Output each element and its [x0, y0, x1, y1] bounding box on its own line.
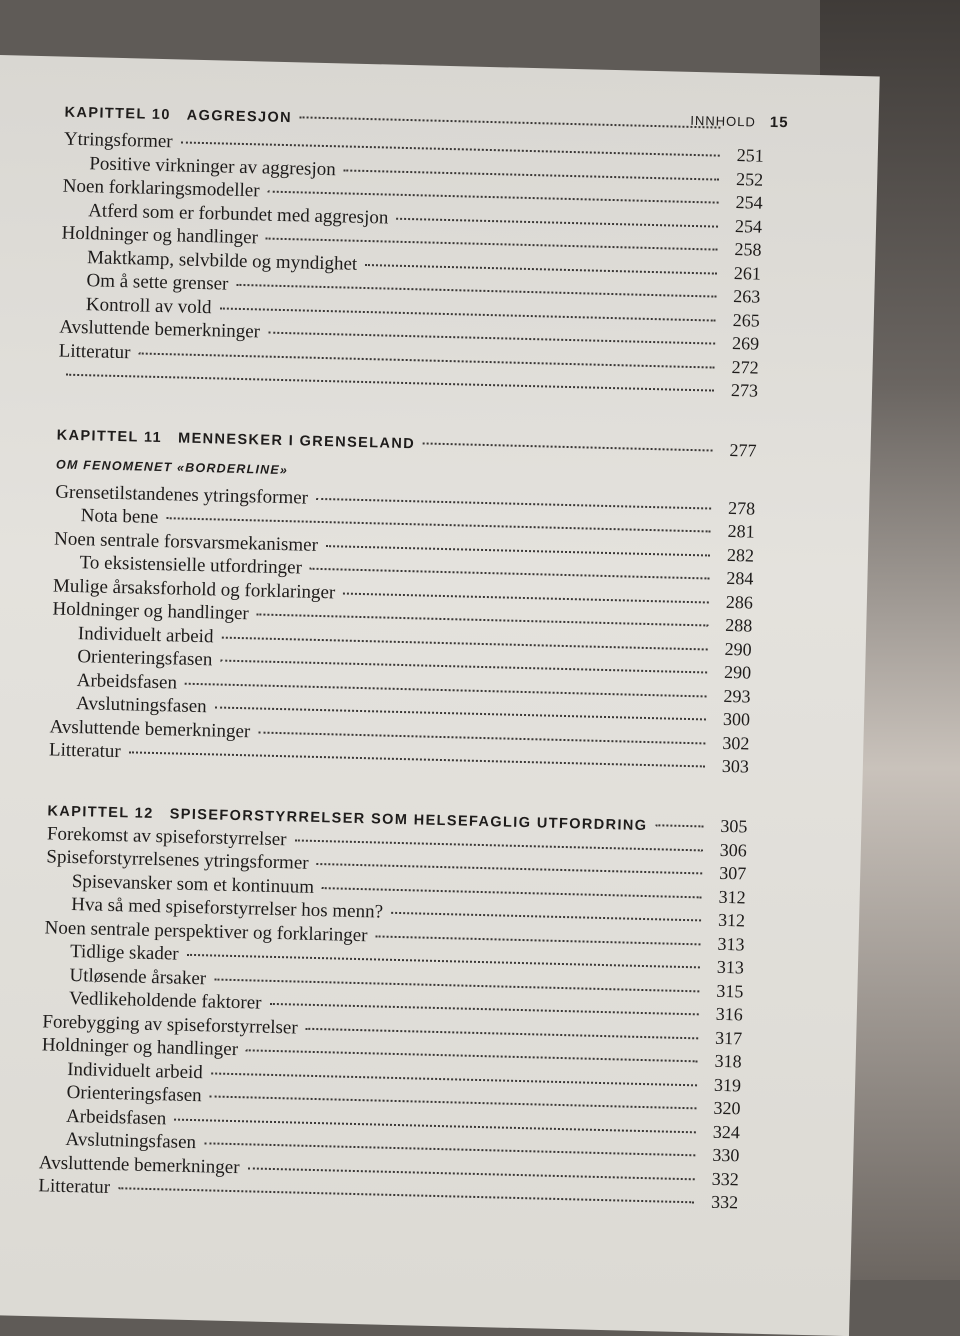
- entry-page: 258: [734, 239, 762, 260]
- entry-title: Holdninger og handlinger: [61, 222, 259, 249]
- dot-leader: [257, 613, 709, 626]
- entry-page: 313: [716, 956, 745, 978]
- dot-leader: [294, 839, 702, 851]
- book-page: [0, 55, 880, 1336]
- entry-page: 312: [718, 886, 746, 907]
- entry-page: 317: [714, 1027, 743, 1048]
- entry-title: Vedlikeholdende faktorer: [68, 987, 262, 1014]
- entry-title: Litteratur: [48, 739, 122, 763]
- entry-page: 261: [733, 262, 762, 284]
- entry-title: Noen sentrale forsvarsmekanismer: [53, 527, 319, 556]
- entry-page: 265: [732, 309, 760, 331]
- dot-leader: [214, 978, 699, 992]
- dot-leader: [365, 263, 717, 274]
- dot-leader: [317, 863, 703, 874]
- dot-leader: [268, 191, 719, 204]
- entry-page: 332: [711, 1168, 740, 1189]
- dot-leader: [268, 332, 715, 345]
- entry-title: Spisevansker som et kontinuum: [71, 870, 315, 898]
- entry-title: Avsluttende bemerkninger: [49, 715, 251, 742]
- dot-leader: [391, 912, 701, 922]
- entry-page: 318: [714, 1050, 742, 1072]
- entry-page: 286: [725, 591, 754, 613]
- entry-title: Individuelt arbeid: [77, 622, 214, 647]
- entry-page: 300: [722, 708, 751, 730]
- dot-leader: [221, 636, 707, 650]
- dot-leader: [310, 568, 710, 580]
- entry-title: Arbeidsfasen: [65, 1105, 167, 1129]
- chapter-subtitle: OM FENOMENET «BORDERLINE»: [55, 456, 289, 477]
- dot-leader: [129, 751, 705, 767]
- entry-page: 290: [723, 661, 752, 683]
- chapter-section: [38, 799, 748, 1216]
- chapter-title: SPISEFORSTYRRELSER SOM HELSEFAGLIG UTFORDRING: [169, 805, 648, 834]
- chapter-page: 277: [729, 439, 757, 461]
- dot-leader: [236, 284, 716, 298]
- entry-page: 306: [719, 839, 748, 860]
- entry-title: Spiseforstyrrelsenes ytringsformer: [46, 846, 309, 874]
- entry-title: Litteratur: [38, 1175, 111, 1199]
- chapter-title: MENNESKER I GRENSELAND: [177, 429, 416, 452]
- entry-page: 324: [712, 1121, 741, 1142]
- dot-leader: [258, 731, 705, 744]
- entry-page: 315: [716, 980, 744, 1001]
- dot-leader: [219, 307, 715, 321]
- dot-leader: [655, 824, 703, 827]
- entry-page: 254: [735, 192, 763, 213]
- entry-title: Orienteringsfasen: [66, 1081, 202, 1107]
- dot-leader: [118, 1187, 694, 1203]
- entry-title: Hva så med spiseforstyrrelser hos menn?: [71, 893, 384, 923]
- entry-title: Noen sentrale perspektiver og forklaringer: [44, 916, 368, 946]
- dot-leader: [269, 1003, 698, 1015]
- entry-page: 319: [713, 1074, 742, 1095]
- chapter-page: 305: [720, 815, 748, 836]
- dot-leader: [204, 1142, 695, 1156]
- entry-page: 284: [726, 567, 754, 589]
- entry-page: 303: [721, 755, 750, 777]
- dot-leader: [210, 1095, 697, 1109]
- dot-leader: [211, 1072, 697, 1086]
- entry-title: Holdninger og handlinger: [41, 1034, 239, 1061]
- entry-title: Avslutningsfasen: [65, 1128, 197, 1154]
- entry-title: Avslutningsfasen: [75, 693, 207, 718]
- entry-page: 307: [718, 862, 747, 884]
- entry-page: 316: [715, 1003, 744, 1025]
- dot-leader: [344, 169, 719, 180]
- header-page-number: 15: [769, 113, 789, 132]
- dot-leader: [375, 935, 700, 945]
- dot-leader: [300, 116, 720, 128]
- entry-page: 282: [726, 544, 755, 566]
- entry-title: Utløsende årsaker: [69, 964, 207, 989]
- dot-leader: [396, 217, 718, 227]
- entry-page: 263: [733, 285, 761, 307]
- chapter-section: [58, 105, 765, 405]
- entry-title: Avsluttende bemerkninger: [38, 1151, 240, 1178]
- dot-leader: [174, 1118, 696, 1133]
- entry-title: Forebygging av spiseforstyrrelser: [42, 1010, 298, 1039]
- entry-title: Individuelt arbeid: [66, 1058, 204, 1083]
- entry-title: Positive virkninger av aggresjon: [89, 152, 337, 180]
- entry-title: Noen forklaringsmodeller: [62, 175, 260, 202]
- entry-title: To eksistensielle utfordringer: [79, 552, 303, 579]
- dot-leader: [343, 592, 709, 603]
- entry-title: Tidlige skader: [69, 940, 179, 965]
- entry-title: Kontroll av vold: [85, 293, 212, 318]
- entry-page: 312: [717, 909, 746, 931]
- entry-page: 252: [735, 168, 764, 190]
- entry-title: Holdninger og handlinger: [52, 598, 249, 625]
- entry-page: 254: [734, 215, 763, 237]
- dot-leader: [187, 954, 700, 969]
- dot-leader: [185, 682, 707, 697]
- chapter-heading[interactable]: [56, 423, 756, 464]
- chapter-section: [49, 423, 757, 780]
- entry-page: 302: [722, 732, 750, 754]
- entry-title: Forekomst av spiseforstyrrelser: [46, 822, 287, 850]
- dot-leader: [66, 374, 714, 392]
- table-of-contents: [37, 105, 764, 1252]
- entry-page: 269: [731, 332, 760, 354]
- entry-page: 278: [727, 497, 756, 519]
- entry-title: Maktkamp, selvbilde og myndighet: [86, 246, 358, 275]
- entry-title: Orienteringsfasen: [77, 646, 213, 671]
- dot-leader: [220, 660, 707, 674]
- chapter-title: AGGRESJON: [186, 107, 293, 127]
- entry-page: 320: [713, 1097, 741, 1119]
- dot-leader: [326, 545, 710, 556]
- entry-page: 293: [723, 685, 751, 707]
- chapter-page: [728, 133, 764, 134]
- chapter-number: KAPITTEL 12: [47, 802, 154, 822]
- dot-leader: [246, 1049, 698, 1062]
- entry-page: 330: [712, 1144, 740, 1166]
- dot-leader: [266, 238, 718, 251]
- entry-title: Ytringsformer: [63, 128, 173, 153]
- dot-leader: [215, 706, 706, 720]
- entry-page: 288: [725, 614, 753, 636]
- entry-title: Grensetilstandenes ytringsformer: [55, 480, 309, 509]
- entry-page: 272: [731, 356, 759, 378]
- entry-page: 290: [724, 638, 752, 660]
- entry-title: Arbeidsfasen: [76, 669, 178, 694]
- dot-leader: [306, 1027, 699, 1039]
- dot-leader: [166, 517, 710, 532]
- dot-leader: [248, 1167, 695, 1180]
- entry-page: 332: [710, 1191, 739, 1213]
- dot-leader: [316, 497, 711, 509]
- entry-title: Avsluttende bemerkninger: [59, 316, 261, 343]
- dot-leader: [138, 352, 714, 368]
- chapter-number: KAPITTEL 10: [64, 104, 171, 124]
- entry-title: Nota bene: [80, 505, 159, 529]
- entry-title: Litteratur: [58, 340, 131, 363]
- entry-title: Atferd som er forbundet med aggresjon: [87, 199, 389, 229]
- entry-page: 273: [730, 379, 759, 401]
- entry-page: 281: [727, 520, 755, 542]
- entry-title: Mulige årsaksforhold og forklaringer: [52, 574, 336, 603]
- entry-page: 251: [736, 145, 765, 166]
- entry-title: Om å sette grenser: [86, 270, 229, 295]
- header-label: INNHOLD: [690, 112, 757, 130]
- dot-leader: [423, 442, 713, 451]
- entry-page: 313: [717, 933, 745, 954]
- chapter-number: KAPITTEL 11: [56, 427, 163, 446]
- dot-leader: [181, 141, 720, 156]
- dot-leader: [322, 887, 702, 898]
